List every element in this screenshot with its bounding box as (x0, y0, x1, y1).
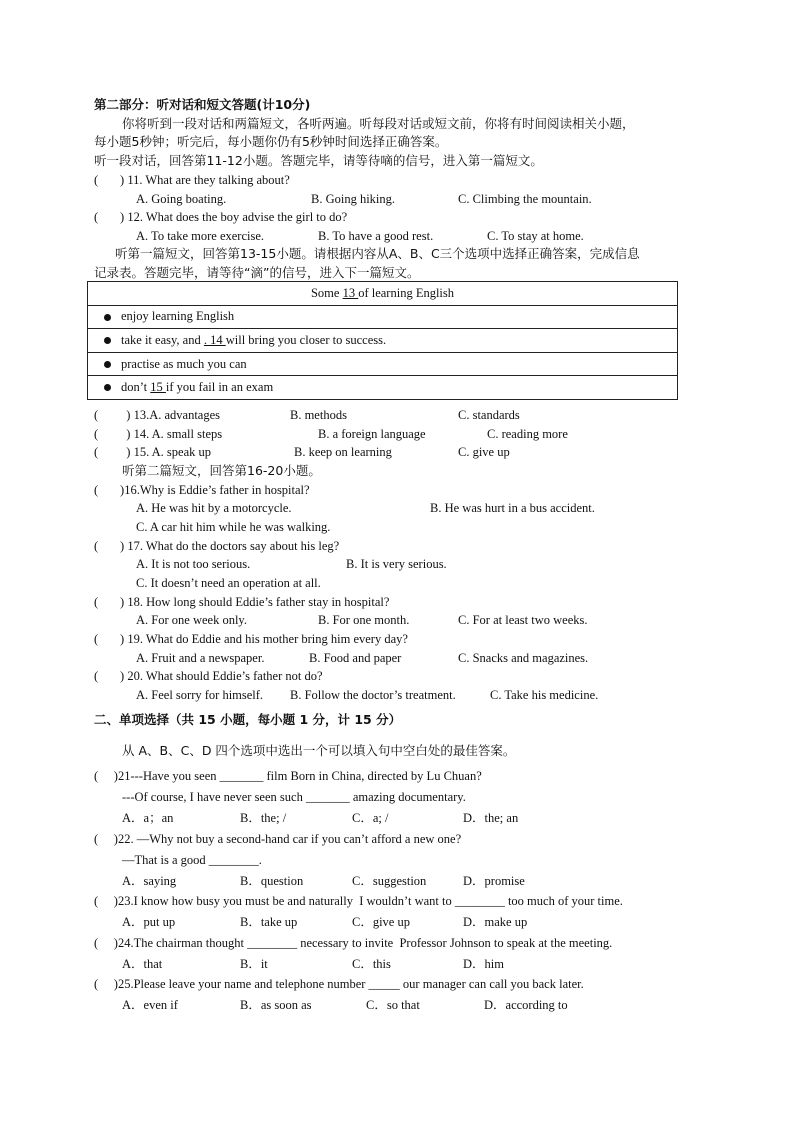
blank-13: 13 (342, 285, 359, 300)
table-row-4-post: if you fail in an exam (165, 380, 274, 395)
question-20-stem: ( ) 20. What should Eddie’s father not do? (94, 669, 323, 683)
question-25-line-1: ( )25.Please leave your name and telephone number _____ our manager can call you back later. (94, 977, 584, 991)
blank-14: . 14 (203, 332, 226, 347)
question-12-option-c: C. To stay at home. (487, 229, 584, 243)
blank-15: 15 (150, 380, 166, 395)
question-19-option-c: C. Snacks and magazines. (458, 651, 589, 665)
question-21-line-1: ( )21---Have you seen _______ film Born in China, directed by Lu Chuan? (94, 769, 482, 783)
question-22-option-d: D．promise (463, 874, 525, 888)
table-row-2-pre: take it easy, and (121, 332, 204, 347)
question-23-option-a: A．put up (122, 915, 176, 929)
question-16-option-b: B. He was hurt in a bus accident. (430, 501, 595, 515)
passage-1-instruction-line-2: 记录表。答题完毕，请等待“滴”的信号，进入下一篇短文。 (94, 265, 420, 280)
listening-intro-line-2: 每小题5秒钟；听完后，每小题你仍有5秒钟时间选择正确答案。 (94, 134, 448, 149)
question-19-option-b: B. Food and paper (309, 651, 402, 665)
info-record-table (87, 281, 678, 400)
question-11-option-a: A. Going boating. (136, 192, 227, 206)
table-row (88, 282, 678, 306)
question-20-option-c: C. Take his medicine. (490, 688, 599, 702)
question-17-option-c: C. It doesn’t need an operation at all. (136, 576, 321, 590)
question-18-option-b: B. For one month. (318, 613, 410, 627)
question-23-option-c: C．give up (352, 915, 410, 929)
question-19-option-a: A. Fruit and a newspaper. (136, 651, 265, 665)
question-17-stem: ( ) 17. What do the doctors say about his leg? (94, 539, 340, 553)
passage-1-instruction-line-1: 听第一篇短文，回答第13-15小题。请根据内容从A、B、C三个选项中选择正确答案，完成信息 (115, 246, 640, 261)
question-15-stem: ( ) 15. A. speak up (94, 445, 211, 459)
question-20-option-b: B. Follow the doctor’s treatment. (290, 688, 456, 702)
bullet-icon (104, 361, 111, 368)
table-row (88, 305, 678, 329)
passage-2-instruction: 听第二篇短文，回答第16-20小题。 (122, 463, 321, 478)
question-15-option-c: C. give up (458, 445, 510, 459)
question-24-option-d: D．him (463, 957, 504, 971)
question-13-option-b: B. methods (290, 408, 347, 422)
question-14-option-b: B. a foreign language (318, 427, 426, 441)
question-17-option-b: B. It is very serious. (346, 557, 447, 571)
table-row (88, 329, 678, 353)
single-choice-instruction: 从 A、B、C、D 四个选项中选出一个可以填入句中空白处的最佳答案。 (122, 743, 516, 758)
question-24-option-a: A．that (122, 957, 163, 971)
question-24-line-1: ( )24.The chairman thought ________ necessary to invite Professor Johnson to speak at the meeting. (94, 936, 613, 950)
question-22-option-b: B．question (240, 874, 304, 888)
question-16-option-a: A. He was hit by a motorcycle. (136, 501, 292, 515)
table-row-2-post: will bring you closer to success. (225, 332, 387, 347)
question-12-option-b: B. To have a good rest. (318, 229, 434, 243)
bullet-icon (104, 337, 111, 344)
question-21-line-2: ---Of course, I have never seen such _______ amazing documentary. (122, 790, 466, 804)
question-22-option-c: C．suggestion (352, 874, 427, 888)
question-25-option-b: B．as soon as (240, 998, 312, 1012)
dialog-instruction: 听一段对话，回答第11-12小题。答题完毕，请等待嘀的信号，进入第一篇短文。 (94, 153, 543, 168)
question-25-option-c: C．so that (366, 998, 420, 1012)
question-23-option-d: D．make up (463, 915, 528, 929)
question-16-option-c: C. A car hit him while he was walking. (136, 520, 331, 534)
question-13-option-c: C. standards (458, 408, 520, 422)
listening-intro-line-1: 你将听到一段对话和两篇短文，各听两遍。听每段对话或短文前，你将有时间阅读相关小题， (122, 116, 635, 131)
table-row-3-text: practise as much you can (121, 356, 247, 371)
question-21-option-b: B．the; / (240, 811, 287, 825)
question-23-line-1: ( )23.I know how busy you must be and naturally I wouldn’t want to ________ too much of your time. (94, 894, 623, 908)
question-14-option-c: C. reading more (487, 427, 568, 441)
question-12-option-a: A. To take more exercise. (136, 229, 265, 243)
question-13-stem: ( ) 13.A. advantages (94, 408, 221, 422)
section-title-single-choice: 二、单项选择（共 15 小题，每小题 1 分，计 15 分） (94, 712, 402, 727)
question-25-option-a: A．even if (122, 998, 178, 1012)
question-11-option-b: B. Going hiking. (311, 192, 396, 206)
question-11-option-c: C. Climbing the mountain. (458, 192, 592, 206)
question-21-option-a: A．a；an (122, 811, 174, 825)
question-18-option-a: A. For one week only. (136, 613, 247, 627)
question-19-stem: ( ) 19. What do Eddie and his mother bring him every day? (94, 632, 408, 646)
section-title-listening: 第二部分：听对话和短文答题(计10分) (94, 97, 311, 112)
table-row-4-pre: don’t (121, 380, 151, 395)
question-22-line-2: —That is a good ________. (122, 853, 262, 867)
table-row (88, 352, 678, 376)
table-row (88, 376, 678, 400)
question-24-option-b: B．it (240, 957, 268, 971)
question-23-option-b: B．take up (240, 915, 298, 929)
question-18-stem: ( ) 18. How long should Eddie’s father stay in hospital? (94, 595, 390, 609)
question-22-line-1: ( )22. —Why not buy a second-hand car if you can’t afford a new one? (94, 832, 462, 846)
question-20-option-a: A. Feel sorry for himself. (136, 688, 264, 702)
question-15-option-b: B. keep on learning (294, 445, 392, 459)
table-heading (88, 282, 678, 306)
bullet-icon (104, 314, 111, 321)
question-25-option-d: D．according to (484, 998, 568, 1012)
bullet-icon (104, 384, 111, 391)
table-heading-post: of learning English (358, 285, 455, 300)
question-22-option-a: A．saying (122, 874, 177, 888)
question-21-option-c: C．a; / (352, 811, 389, 825)
question-18-option-c: C. For at least two weeks. (458, 613, 588, 627)
question-21-option-d: D．the; an (463, 811, 519, 825)
question-17-option-a: A. It is not too serious. (136, 557, 251, 571)
question-11-stem: ( ) 11. What are they talking about? (94, 173, 290, 187)
question-24-option-c: C．this (352, 957, 391, 971)
table-row-1-text: enjoy learning English (121, 309, 235, 324)
table-heading-pre: Some (310, 285, 343, 300)
question-12-stem: ( ) 12. What does the boy advise the girl to do? (94, 210, 348, 224)
question-16-stem: ( )16.Why is Eddie’s father in hospital? (94, 483, 310, 497)
question-14-stem: ( ) 14. A. small steps (94, 427, 223, 441)
